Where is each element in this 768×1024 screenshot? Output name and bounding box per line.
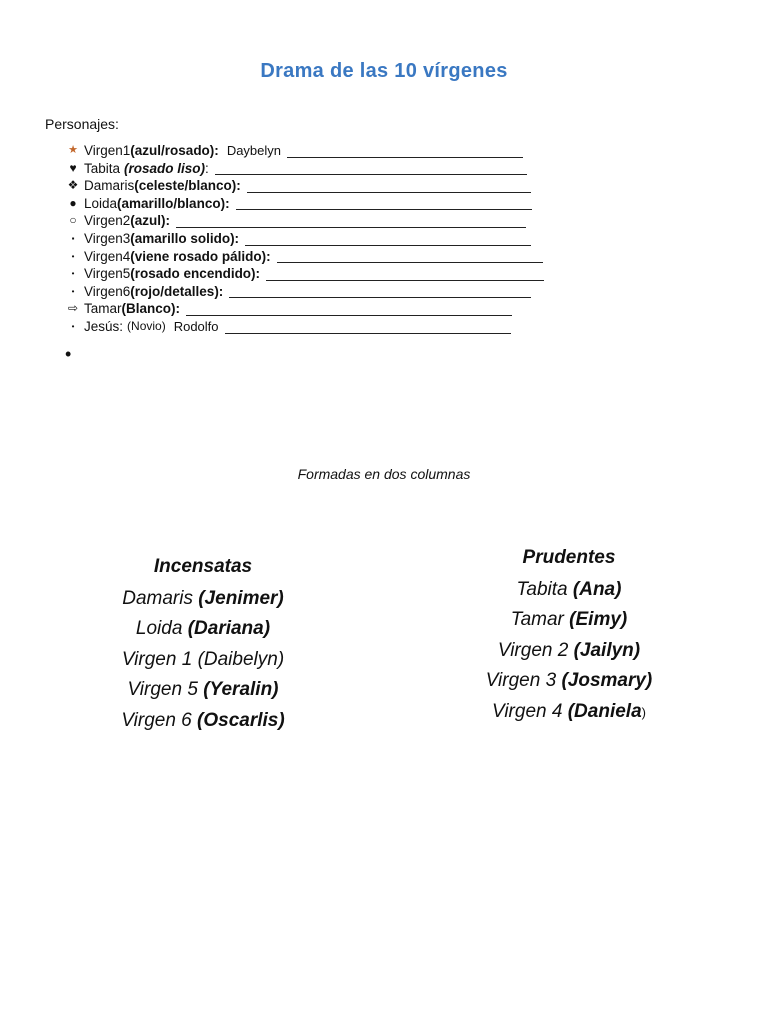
cast-role: Virgen 2	[497, 639, 569, 661]
cast-role: Tamar	[510, 609, 564, 631]
fill-in-blank	[266, 268, 544, 281]
cast-role: Tabita	[516, 579, 568, 600]
cast-actor: (Oscarlis)	[197, 709, 285, 731]
cast-actor: (Jenimer)	[198, 588, 284, 609]
character-actor: Daybelyn	[226, 143, 282, 158]
fill-in-blank	[225, 321, 511, 334]
character-role: Tabita	[84, 160, 121, 176]
diamond-icon: ❖	[67, 178, 79, 193]
character-costume: (rosado liso)	[124, 160, 206, 176]
character-role: Jesús:	[84, 318, 124, 334]
character-role: Virgen6	[84, 283, 131, 299]
small-square-icon: ▪	[71, 233, 75, 243]
cast-actor: (Jailyn)	[573, 639, 641, 661]
character-item	[62, 300, 544, 318]
character-costume: (viene rosado pálido):	[130, 248, 271, 264]
character-item	[62, 177, 544, 195]
cast-actor: (Daibelyn)	[197, 648, 285, 670]
character-actor: Rodolfo	[173, 318, 219, 334]
character-note: (Novio)	[127, 318, 166, 333]
cast-row	[92, 645, 314, 675]
character-item	[62, 318, 544, 336]
heart-icon: ♥	[69, 160, 77, 175]
small-dot-icon: •	[71, 321, 75, 331]
small-dot-icon: •	[71, 269, 75, 279]
fill-in-blank	[245, 233, 531, 246]
page-title: Drama de las 10 vírgenes	[260, 60, 508, 82]
cast-row	[92, 584, 314, 614]
character-item	[62, 265, 544, 283]
fill-in-blank	[277, 250, 543, 263]
fill-in-blank	[247, 180, 531, 193]
column-heading: Incensatas	[153, 556, 253, 577]
fill-in-blank	[229, 285, 531, 298]
cast-row	[92, 614, 314, 644]
characters-list	[62, 142, 544, 336]
character-item	[62, 212, 544, 230]
cast-actor: (Josmary)	[561, 670, 653, 692]
small-dot-icon: •	[71, 286, 75, 296]
character-role: Virgen5	[84, 266, 131, 282]
character-costume: (rojo/detalles):	[130, 283, 224, 299]
cast-role: Virgen 5	[127, 679, 198, 701]
cast-row	[458, 575, 680, 605]
empty-bullet-icon: •	[65, 344, 72, 364]
character-costume: (rosado encendido):	[130, 266, 261, 282]
fill-in-blank	[186, 303, 512, 316]
fill-in-blank	[287, 145, 523, 158]
cast-actor: (Daniela	[567, 700, 642, 722]
character-item	[62, 195, 544, 213]
character-costume: (amarillo/blanco):	[117, 195, 230, 211]
cast-tail: )	[641, 704, 646, 720]
fill-in-blank	[215, 162, 527, 175]
cast-actor: (Ana)	[572, 579, 622, 600]
character-item	[62, 142, 544, 160]
character-costume: (amarillo solido):	[130, 230, 240, 246]
subtitle: Formadas en dos columnas	[297, 466, 471, 482]
character-role: Virgen4	[84, 248, 131, 264]
cast-actor: (Eimy)	[569, 609, 628, 631]
cast-row	[458, 636, 680, 666]
column-incensatas	[92, 556, 314, 736]
character-suffix: :	[205, 160, 209, 176]
cast-role: Virgen 1	[121, 648, 193, 670]
character-costume: (celeste/blanco):	[134, 178, 241, 194]
character-item	[62, 230, 544, 248]
character-role: Virgen3	[84, 230, 131, 246]
character-role: Loida	[84, 195, 118, 211]
cast-actor: (Dariana)	[187, 618, 271, 640]
cast-role: Loida	[135, 618, 183, 640]
character-costume: (azul/rosado):	[130, 143, 219, 158]
cast-role: Damaris	[122, 588, 193, 609]
small-dot-icon: •	[71, 251, 75, 261]
column-heading: Prudentes	[522, 547, 616, 568]
character-item	[62, 283, 544, 301]
cast-actor: (Yeralin)	[203, 679, 279, 701]
fill-in-blank	[236, 197, 532, 210]
column-prudentes	[458, 547, 680, 727]
cast-row	[458, 605, 680, 635]
character-item	[62, 248, 544, 266]
character-role: Damaris	[84, 178, 135, 194]
cast-row	[458, 666, 680, 696]
character-costume: (Blanco):	[121, 301, 181, 317]
characters-label: Personajes:	[45, 116, 119, 132]
character-role: Tamar	[84, 301, 122, 317]
character-role: Virgen2	[84, 213, 131, 229]
arrow-right-icon: ⇨	[67, 301, 79, 316]
character-costume: (azul):	[130, 213, 171, 229]
rainbow-star-icon: ★	[68, 144, 78, 156]
cast-row	[458, 697, 680, 727]
fill-in-blank	[176, 215, 526, 228]
circle-outline-icon: ○	[69, 213, 77, 228]
cast-role: Virgen 6	[121, 709, 192, 731]
cast-row	[92, 706, 314, 736]
character-item	[62, 160, 544, 178]
cast-role: Virgen 4	[492, 700, 563, 722]
cast-row	[92, 675, 314, 705]
cast-role: Virgen 3	[485, 670, 557, 692]
character-role: Virgen1	[84, 143, 131, 158]
bullet-icon: ●	[69, 195, 77, 210]
